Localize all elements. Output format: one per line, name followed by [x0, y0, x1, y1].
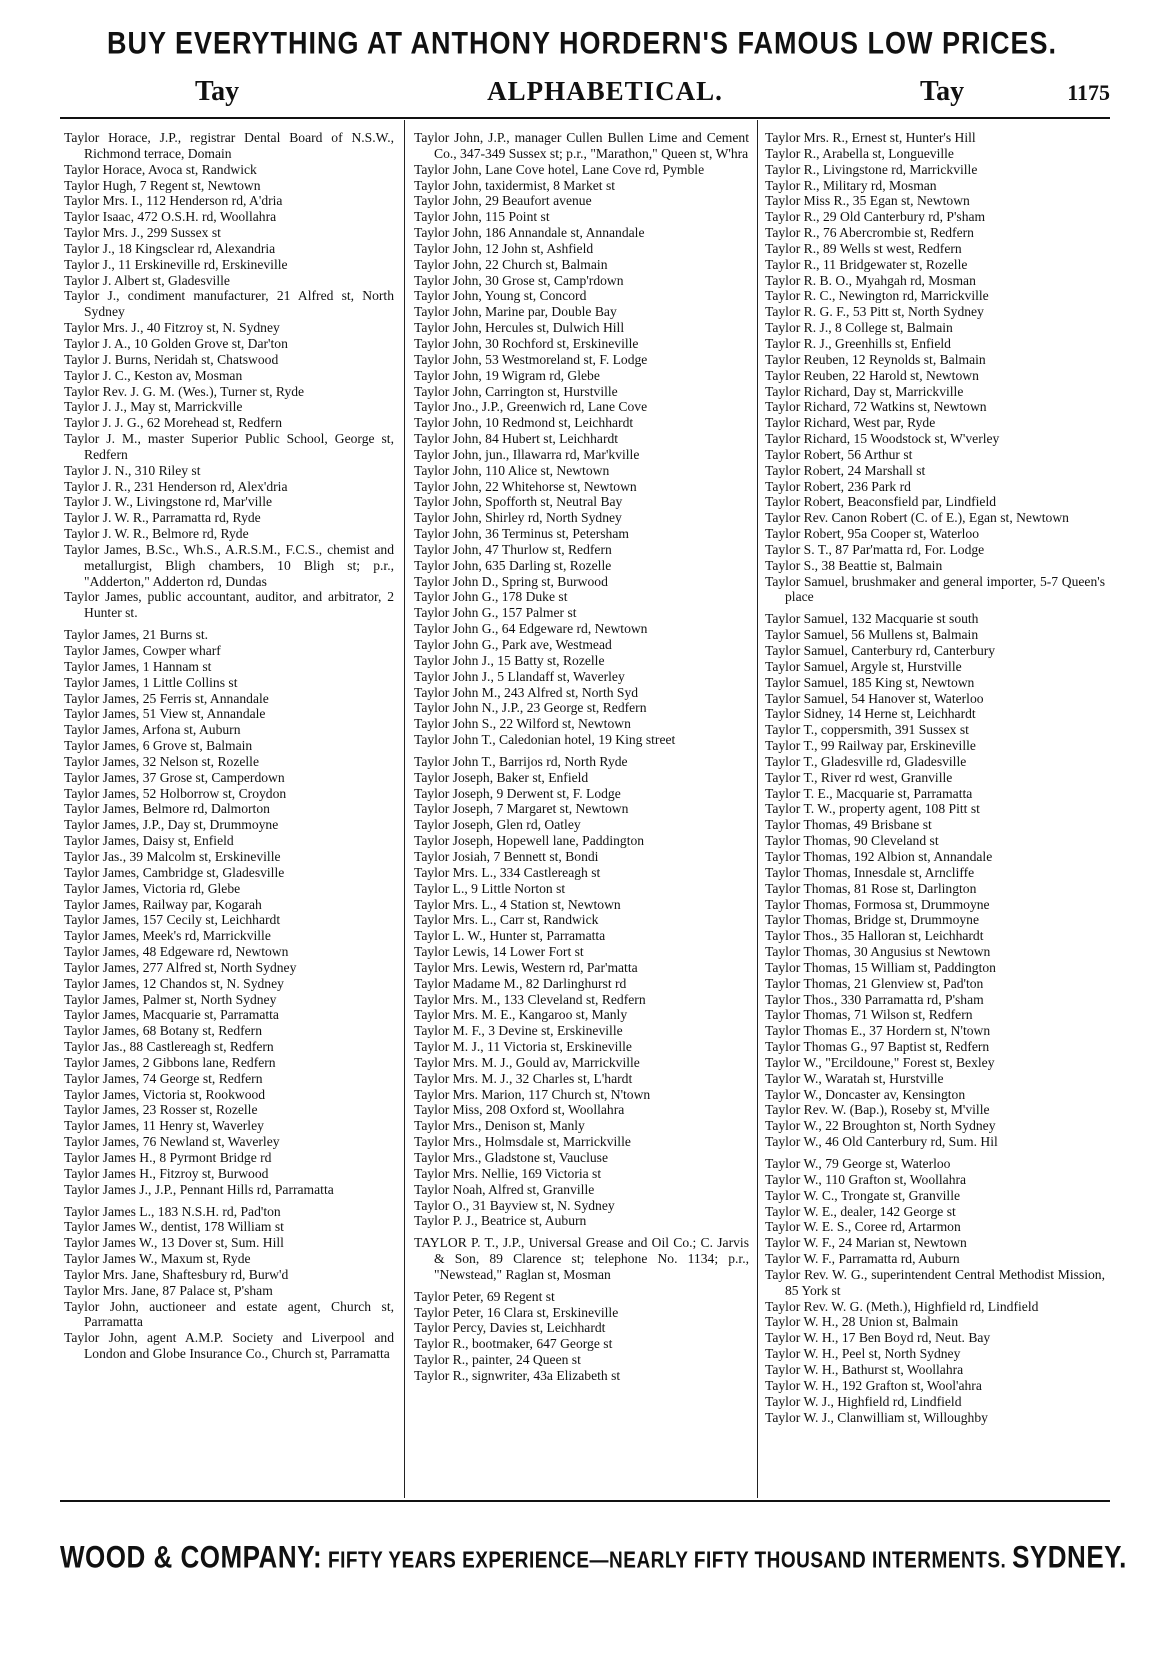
- footer-rule: [60, 1500, 1110, 1502]
- directory-entry: Taylor John, auctioneer and estate agent, Church st, Parramatta: [64, 1298, 394, 1330]
- directory-entry: Taylor Thomas, 71 Wilson st, Redfern: [765, 1007, 973, 1023]
- directory-entry: Taylor Samuel, Argyle st, Hurstville: [765, 658, 962, 674]
- page-header: [60, 76, 1110, 116]
- directory-entry: Taylor John, Young st, Concord: [414, 288, 587, 304]
- directory-entry: TAYLOR P. T., J.P., Universal Grease and Oil Co.; C. Jarvis & Son, 89 Clarence st; telephone No. 1134; p.r., "Newstead," Raglan st, Mosman: [414, 1235, 749, 1282]
- directory-entry: Taylor T., 99 Railway par, Erskineville: [765, 738, 976, 754]
- directory-entry: Taylor O., 31 Bayview st, N. Sydney: [414, 1197, 615, 1213]
- directory-entry: Taylor James, 23 Rosser st, Rozelle: [64, 1102, 258, 1118]
- directory-entry: Taylor James, 68 Botany st, Redfern: [64, 1023, 263, 1039]
- directory-entry: Taylor Mrs., Holmsdale st, Marrickville: [414, 1134, 631, 1150]
- directory-entry: Taylor John, 110 Alice st, Newtown: [414, 462, 610, 478]
- directory-entry: Taylor John, 10 Redmond st, Leichhardt: [414, 415, 634, 431]
- directory-entry: Taylor John S., 22 Wilford st, Newtown: [414, 716, 631, 732]
- directory-entry: Taylor James, Macquarie st, Parramatta: [64, 1007, 279, 1023]
- directory-entry: Taylor R. B. O., Myahgah rd, Mosman: [765, 272, 976, 288]
- directory-entry: Taylor Samuel, 132 Macquarie st south: [765, 611, 979, 627]
- directory-column-3: [765, 130, 1105, 1490]
- directory-entry: Taylor James, J.P., Day st, Drummoyne: [64, 817, 279, 833]
- directory-entry: Taylor John T., Caledonian hotel, 19 King street: [414, 732, 676, 748]
- directory-entry: Taylor James, Cambridge st, Gladesville: [64, 864, 285, 880]
- directory-entry: Taylor James, B.Sc., Wh.S., A.R.S.M., F.C.S., chemist and metallurgist, Bligh chambers, 10 Bligh st; p.r., "Adderton," Adderton rd, Dundas: [64, 541, 394, 589]
- directory-entry: Taylor J. R., 231 Henderson rd, Alex'dria: [64, 478, 288, 494]
- directory-entry: Taylor Mrs. Marion, 117 Church st, N'town: [414, 1086, 651, 1102]
- directory-entry: Taylor Mrs. M., 133 Cleveland st, Redfern: [414, 991, 646, 1007]
- directory-entry: Taylor John, 29 Beaufort avenue: [414, 193, 592, 209]
- directory-entry: Taylor James, 12 Chandos st, N. Sydney: [64, 975, 284, 991]
- directory-column-2: [414, 130, 749, 1490]
- directory-entry: Taylor John G., 178 Duke st: [414, 589, 568, 605]
- directory-entry: Taylor Noah, Alfred st, Granville: [414, 1181, 595, 1197]
- directory-entry: Taylor John, 19 Wigram rd, Glebe: [414, 367, 600, 383]
- directory-entry: Taylor Samuel, brushmaker and general importer, 5-7 Queen's place: [765, 573, 1105, 605]
- header-left-guide-word: Tay: [195, 76, 240, 107]
- directory-entry: Taylor M. F., 3 Devine st, Erskineville: [414, 1023, 623, 1039]
- directory-entry: Taylor John, 84 Hubert st, Leichhardt: [414, 431, 619, 447]
- directory-entry: Taylor James, 48 Edgeware rd, Newtown: [64, 944, 289, 960]
- directory-entry: Taylor John T., Barrijos rd, North Ryde: [414, 753, 628, 769]
- directory-entry: Taylor Thomas, 81 Rose st, Darlington: [765, 880, 977, 896]
- directory-entry: Taylor James J., J.P., Pennant Hills rd, Parramatta: [64, 1181, 334, 1197]
- directory-entry: Taylor James H., Fitzroy st, Burwood: [64, 1165, 269, 1181]
- directory-entry: Taylor Samuel, 185 King st, Newtown: [765, 674, 975, 690]
- directory-entry: Taylor S. T., 87 Par'matta rd, For. Lodge: [765, 541, 985, 557]
- directory-entry: Taylor Rev. W. G., superintendent Central Methodist Mission, 85 York st: [765, 1266, 1105, 1298]
- advertising-banner-top: BUY EVERYTHING AT ANTHONY HORDERN'S FAMOUS LOW PRICES.: [107, 25, 1057, 61]
- directory-entry: Taylor Robert, Beaconsfield par, Lindfield: [765, 494, 997, 510]
- directory-entry: Taylor John G., Park ave, Westmead: [414, 637, 612, 652]
- directory-entry: Taylor John, Marine par, Double Bay: [414, 304, 617, 320]
- directory-entry: Taylor Rev. W. (Bap.), Roseby st, M'ville: [765, 1102, 990, 1118]
- directory-entry: Taylor John, 36 Terminus st, Petersham: [414, 526, 629, 542]
- directory-entry: Taylor Mrs. M. E., Kangaroo st, Manly: [414, 1007, 628, 1023]
- directory-entry: Taylor James, 6 Grove st, Balmain: [64, 738, 253, 754]
- directory-entry: Taylor Thomas E., 37 Hordern st, N'town: [765, 1023, 991, 1039]
- directory-entry: Taylor Mrs. M. J., Gould av, Marrickville: [414, 1054, 640, 1070]
- directory-entry: Taylor John N., J.P., 23 George st, Redfern: [414, 700, 647, 716]
- directory-entry: Taylor W. H., 28 Union st, Balmain: [765, 1314, 959, 1330]
- directory-entry: Taylor James W., 13 Dover st, Sum. Hill: [64, 1235, 284, 1251]
- directory-entry: Taylor Joseph, Hopewell lane, Paddington: [414, 833, 645, 849]
- directory-entry: Taylor Joseph, 9 Derwent st, F. Lodge: [414, 785, 621, 801]
- directory-entry: Taylor Thomas, 21 Glenview st, Pad'ton: [765, 975, 984, 991]
- directory-entry: Taylor L., 9 Little Norton st: [414, 880, 566, 896]
- directory-entry: Taylor Thomas, Bridge st, Drummoyne: [765, 912, 980, 928]
- directory-entry: Taylor W., "Ercildoune," Forest st, Bexley: [765, 1054, 995, 1070]
- directory-entry: Taylor John, Shirley rd, North Sydney: [414, 510, 622, 526]
- directory-entry: Taylor J., 18 Kingsclear rd, Alexandria: [64, 240, 276, 256]
- directory-entry: Taylor J. W., Livingstone rd, Mar'ville: [64, 494, 273, 510]
- directory-entry: Taylor Robert, 24 Marshall st: [765, 462, 926, 478]
- directory-entry: Taylor James, 76 Newland st, Waverley: [64, 1134, 280, 1150]
- column-divider: [757, 120, 758, 1498]
- directory-entry: Taylor R., 76 Abercrombie st, Redfern: [765, 225, 974, 241]
- directory-entry: Taylor John, 53 Westmoreland st, F. Lodge: [414, 351, 648, 367]
- directory-entry: Taylor Mrs. M. J., 32 Charles st, L'hardt: [414, 1070, 633, 1086]
- directory-entry: Taylor T. W., property agent, 108 Pitt st: [765, 801, 980, 817]
- directory-entry: Taylor J. Burns, Neridah st, Chatswood: [64, 351, 279, 367]
- directory-entry: Taylor James, 21 Burns st.: [64, 627, 209, 643]
- directory-entry: Taylor Richard, West par, Ryde: [765, 415, 936, 431]
- directory-entry: Taylor R., painter, 24 Queen st: [414, 1352, 581, 1368]
- directory-entry: Taylor Peter, 69 Regent st: [414, 1288, 555, 1304]
- directory-entry: Taylor Samuel, Canterbury rd, Canterbury: [765, 643, 996, 658]
- directory-entry: Taylor Rev. J. G. M. (Wes.), Turner st, Ryde: [64, 383, 305, 399]
- directory-entry: Taylor John, Lane Cove hotel, Lane Cove rd, Pymble: [414, 161, 705, 177]
- directory-entry: Taylor R. C., Newington rd, Marrickville: [765, 288, 989, 304]
- footer-city: SYDNEY.: [1012, 1538, 1127, 1575]
- directory-entry: Taylor W. H., Peel st, North Sydney: [765, 1346, 961, 1362]
- directory-entry: Taylor John, 635 Darling st, Rozelle: [414, 557, 612, 573]
- directory-entry: Taylor J. C., Keston av, Mosman: [64, 367, 243, 383]
- directory-entry: Taylor James, Meek's rd, Marrickville: [64, 928, 271, 944]
- directory-entry: Taylor T., Gladesville rd, Gladesville: [765, 753, 967, 769]
- directory-entry: Taylor Robert, 56 Arthur st: [765, 446, 913, 462]
- directory-entry: Taylor John, 12 John st, Ashfield: [414, 240, 594, 256]
- directory-entry: Taylor Miss, 208 Oxford st, Woollahra: [414, 1102, 625, 1118]
- directory-entry: Taylor Mrs. R., Ernest st, Hunter's Hill: [765, 130, 976, 145]
- directory-entry: Taylor T., River rd west, Granville: [765, 769, 953, 785]
- directory-entry: Taylor W. F., 24 Marian st, Newtown: [765, 1235, 967, 1251]
- directory-entry: Taylor Richard, Day st, Marrickville: [765, 383, 964, 399]
- directory-entry: Taylor R., Military rd, Mosman: [765, 177, 937, 193]
- directory-entry: Taylor Mrs. L., Carr st, Randwick: [414, 912, 599, 928]
- directory-entry: Taylor Jas., 88 Castlereagh st, Redfern: [64, 1039, 274, 1055]
- directory-entry: Taylor L. W., Hunter st, Parramatta: [414, 928, 606, 944]
- directory-entry: Taylor J. N., 310 Riley st: [64, 462, 201, 478]
- directory-entry: Taylor John, J.P., manager Cullen Bullen Lime and Cement Co., 347-349 Sussex st; p.r., "Marathon," Queen st, W'hra: [414, 130, 749, 161]
- directory-entry: Taylor James, Belmore rd, Dalmorton: [64, 801, 270, 817]
- directory-entry: Taylor R., 11 Bridgewater st, Rozelle: [765, 256, 968, 272]
- directory-entry: Taylor Joseph, 7 Margaret st, Newtown: [414, 801, 629, 817]
- directory-entry: Taylor John J., 5 Llandaff st, Waverley: [414, 668, 625, 684]
- directory-entry: Taylor Sidney, 14 Herne st, Leichhardt: [765, 706, 976, 722]
- directory-entry: Taylor Lewis, 14 Lower Fort st: [414, 944, 584, 960]
- directory-entry: Taylor James, 52 Holborrow st, Croydon: [64, 785, 287, 801]
- directory-entry: Taylor R., 89 Wells st west, Redfern: [765, 240, 962, 256]
- directory-entry: Taylor Reuben, 12 Reynolds st, Balmain: [765, 351, 986, 367]
- directory-entry: Taylor W. F., Parramatta rd, Auburn: [765, 1251, 960, 1267]
- directory-entry: Taylor J. W. R., Parramatta rd, Ryde: [64, 510, 261, 526]
- directory-entry: Taylor Thomas, Innesdale st, Arncliffe: [765, 864, 975, 880]
- directory-entry: Taylor Reuben, 22 Harold st, Newtown: [765, 367, 979, 383]
- advertising-banner-bottom: [60, 1538, 1127, 1576]
- directory-entry: Taylor R. G. F., 53 Pitt st, North Sydney: [765, 304, 984, 320]
- directory-entry: Taylor J. J. G., 62 Morehead st, Redfern: [64, 415, 283, 431]
- header-section-title: ALPHABETICAL.: [487, 76, 723, 106]
- directory-entry: Taylor Thos., 35 Halloran st, Leichhardt: [765, 928, 984, 944]
- directory-entry: Taylor John, 47 Thurlow st, Redfern: [414, 541, 612, 557]
- directory-entry: Taylor Mrs., Gladstone st, Vaucluse: [414, 1150, 608, 1165]
- directory-entry: Taylor James, 277 Alfred st, North Sydney: [64, 959, 297, 975]
- directory-entry: Taylor W., Waratah st, Hurstville: [765, 1070, 944, 1086]
- directory-entry: Taylor James H., 8 Pyrmont Bridge rd: [64, 1150, 272, 1165]
- directory-entry: Taylor John, 30 Rochford st, Erskineville: [414, 335, 639, 351]
- directory-entry: Taylor James, Railway par, Kogarah: [64, 896, 262, 912]
- directory-entry: Taylor James, 37 Grose st, Camperdown: [64, 769, 285, 785]
- directory-entry: Taylor W., 22 Broughton st, North Sydney: [765, 1118, 996, 1134]
- directory-entry: Taylor Robert, 95a Cooper st, Waterloo: [765, 526, 980, 542]
- directory-entry: Taylor Horace, Avoca st, Randwick: [64, 161, 257, 177]
- directory-entry: Taylor R., 29 Old Canterbury rd, P'sham: [765, 209, 986, 225]
- directory-entry: Taylor John D., Spring st, Burwood: [414, 573, 608, 589]
- directory-entry: Taylor Thomas, 192 Albion st, Annandale: [765, 848, 993, 864]
- directory-entry: Taylor James, Victoria st, Rookwood: [64, 1086, 266, 1102]
- directory-entry: Taylor Mrs. L., 334 Castlereagh st: [414, 864, 601, 880]
- directory-entry: Taylor James, 2 Gibbons lane, Redfern: [64, 1054, 276, 1070]
- directory-column-1: [64, 130, 394, 1490]
- directory-entry: Taylor James W., Maxum st, Ryde: [64, 1251, 251, 1267]
- directory-entry: Taylor Mrs. Jane, Shaftesbury rd, Burw'd: [64, 1266, 289, 1282]
- footer-company-name: WOOD & COMPANY:: [60, 1538, 323, 1575]
- directory-entry: Taylor John, 115 Point st: [414, 209, 550, 225]
- directory-entry: Taylor W. J., Highfield rd, Lindfield: [765, 1393, 962, 1409]
- directory-entry: Taylor W., Doncaster av, Kensington: [765, 1086, 966, 1102]
- directory-entry: Taylor R. J., 8 College st, Balmain: [765, 320, 953, 336]
- directory-entry: Taylor John, 22 Church st, Balmain: [414, 256, 608, 272]
- directory-entry: Taylor Richard, 15 Woodstock st, W'verley: [765, 431, 1000, 447]
- directory-entry: Taylor R., Livingstone rd, Marrickville: [765, 161, 978, 177]
- directory-entry: Taylor John, 22 Whitehorse st, Newtown: [414, 478, 637, 494]
- directory-entry: Taylor W. E. S., Coree rd, Artarmon: [765, 1219, 961, 1235]
- directory-entry: Taylor James, public accountant, auditor, and arbitrator, 2 Hunter st.: [64, 589, 394, 621]
- directory-entry: Taylor James, 32 Nelson st, Rozelle: [64, 753, 259, 769]
- directory-entry: Taylor J. W. R., Belmore rd, Ryde: [64, 526, 249, 542]
- directory-entry: Taylor Richard, 72 Watkins st, Newtown: [765, 399, 987, 415]
- directory-entry: Taylor James, Arfona st, Auburn: [64, 722, 241, 738]
- directory-entry: Taylor Samuel, 56 Mullens st, Balmain: [765, 627, 979, 643]
- directory-entry: Taylor Mrs., Denison st, Manly: [414, 1118, 585, 1134]
- directory-entry: Taylor Thomas, 15 William st, Paddington: [765, 959, 996, 975]
- directory-entry: Taylor John, Carrington st, Hurstville: [414, 383, 618, 399]
- directory-entry: Taylor James, Cowper wharf: [64, 643, 221, 658]
- directory-entry: Taylor R. J., Greenhills st, Enfield: [765, 335, 951, 351]
- directory-entry: Taylor James, 51 View st, Annandale: [64, 706, 266, 722]
- directory-entry: Taylor John, taxidermist, 8 Market st: [414, 177, 616, 193]
- directory-entry: Taylor Thomas, 90 Cleveland st: [765, 833, 939, 849]
- directory-entry: Taylor Thomas, 49 Brisbane st: [765, 817, 932, 833]
- directory-entry: Taylor W. E., dealer, 142 George st: [765, 1203, 956, 1219]
- directory-entry: Taylor James, 157 Cecily st, Leichhardt: [64, 912, 281, 928]
- directory-entry: Taylor W. J., Clanwilliam st, Willoughby: [765, 1409, 988, 1425]
- directory-entry: Taylor Mrs. J., 299 Sussex st: [64, 225, 221, 241]
- directory-entry: Taylor P. J., Beatrice st, Auburn: [414, 1213, 587, 1229]
- directory-entry: Taylor Peter, 16 Clara st, Erskineville: [414, 1304, 619, 1320]
- page-number: 1175: [1067, 80, 1110, 105]
- directory-entry: Taylor J. Albert st, Gladesville: [64, 272, 230, 288]
- directory-entry: Taylor Horace, J.P., registrar Dental Board of N.S.W., Richmond terrace, Domain: [64, 130, 394, 161]
- directory-entry: Taylor W. H., 192 Grafton st, Wool'ahra: [765, 1377, 982, 1393]
- directory-entry: Taylor J. A., 10 Golden Grove st, Dar'ton: [64, 335, 288, 351]
- directory-entry: Taylor John, 186 Annandale st, Annandale: [414, 225, 645, 241]
- directory-entry: Taylor W., 110 Grafton st, Woollahra: [765, 1171, 967, 1187]
- directory-entry: Taylor Miss R., 35 Egan st, Newtown: [765, 193, 970, 209]
- directory-entry: Taylor John G., 64 Edgeware rd, Newtown: [414, 621, 648, 637]
- directory-entry: Taylor John, Hercules st, Dulwich Hill: [414, 320, 625, 336]
- directory-entry: Taylor Mrs. Jane, 87 Palace st, P'sham: [64, 1282, 273, 1298]
- directory-entry: Taylor Samuel, 54 Hanover st, Waterloo: [765, 690, 984, 706]
- directory-entry: Taylor Mrs. Nellie, 169 Victoria st: [414, 1165, 602, 1181]
- directory-entry: Taylor T., coppersmith, 391 Sussex st: [765, 722, 969, 738]
- directory-entry: Taylor John J., 15 Batty st, Rozelle: [414, 652, 605, 668]
- directory-entry: Taylor Thomas G., 97 Baptist st, Redfern: [765, 1039, 990, 1055]
- directory-entry: Taylor W. H., 17 Ben Boyd rd, Neut. Bay: [765, 1330, 991, 1346]
- directory-entry: Taylor James, Daisy st, Enfield: [64, 833, 234, 849]
- directory-entry: Taylor Percy, Davies st, Leichhardt: [414, 1320, 606, 1336]
- directory-entry: Taylor W., 79 George st, Waterloo: [765, 1156, 951, 1171]
- directory-entry: Taylor Thomas, 30 Angusius st Newtown: [765, 944, 991, 960]
- directory-entry: Taylor W., 46 Old Canterbury rd, Sum. Hil: [765, 1134, 998, 1150]
- directory-entry: Taylor Mrs. I., 112 Henderson rd, A'dria: [64, 193, 283, 209]
- directory-entry: Taylor Jno., J.P., Greenwich rd, Lane Cove: [414, 399, 648, 415]
- directory-entry: Taylor Thos., 330 Parramatta rd, P'sham: [765, 991, 984, 1007]
- directory-entry: Taylor Joseph, Baker st, Enfield: [414, 769, 589, 785]
- directory-entry: Taylor James, Victoria rd, Glebe: [64, 880, 241, 896]
- directory-entry: Taylor James, 25 Ferris st, Annandale: [64, 690, 269, 706]
- directory-entry: Taylor R., signwriter, 43a Elizabeth st: [414, 1367, 621, 1383]
- column-divider: [404, 120, 405, 1498]
- directory-entry: Taylor Hugh, 7 Regent st, Newtown: [64, 177, 261, 193]
- footer-slogan: FIFTY YEARS EXPERIENCE—NEARLY FIFTY THOUSAND INTERMENTS.: [327, 1548, 1007, 1574]
- directory-entry: Taylor Rev. W. G. (Meth.), Highfield rd, Lindfield: [765, 1298, 1039, 1314]
- directory-entry: Taylor S., 38 Beattie st, Balmain: [765, 557, 943, 573]
- directory-entry: Taylor T. E., Macquarie st, Parramatta: [765, 785, 973, 801]
- directory-entry: Taylor James, 1 Little Collins st: [64, 674, 238, 690]
- directory-entry: Taylor John, agent A.M.P. Society and Liverpool and London and Globe Insurance Co., Church st, Parramatta: [64, 1330, 394, 1362]
- directory-entry: Taylor W. C., Trongate st, Granville: [765, 1187, 961, 1203]
- directory-entry: Taylor James, Palmer st, North Sydney: [64, 991, 277, 1007]
- directory-entry: Taylor Madame M., 82 Darlinghurst rd: [414, 975, 627, 991]
- directory-entry: Taylor R., bootmaker, 647 George st: [414, 1336, 613, 1352]
- directory-entry: Taylor J. M., master Superior Public School, George st, Redfern: [64, 431, 394, 462]
- directory-entry: Taylor Mrs. Lewis, Western rd, Par'matta: [414, 959, 638, 975]
- directory-entry: Taylor Mrs. J., 40 Fitzroy st, N. Sydney: [64, 320, 280, 336]
- directory-entry: Taylor James L., 183 N.S.H. rd, Pad'ton: [64, 1203, 281, 1219]
- directory-entry: Taylor R., Arabella st, Longueville: [765, 145, 954, 161]
- directory-entry: Taylor J. J., May st, Marrickville: [64, 399, 243, 415]
- directory-entry: Taylor John G., 157 Palmer st: [414, 605, 577, 621]
- directory-entry: Taylor John M., 243 Alfred st, North Syd: [414, 684, 639, 700]
- directory-entry: Taylor John, jun., Illawarra rd, Mar'kville: [414, 446, 640, 462]
- directory-entry: Taylor James, 1 Hannam st: [64, 658, 212, 674]
- header-rule: [60, 117, 1110, 119]
- directory-entry: Taylor Isaac, 472 O.S.H. rd, Woollahra: [64, 209, 277, 225]
- directory-entry: Taylor Rev. Canon Robert (C. of E.), Egan st, Newtown: [765, 510, 1069, 526]
- header-right-guide-word: Tay: [920, 76, 965, 107]
- directory-entry: Taylor Mrs. L., 4 Station st, Newtown: [414, 896, 621, 912]
- directory-entry: Taylor James, 11 Henry st, Waverley: [64, 1118, 264, 1134]
- directory-entry: Taylor M. J., 11 Victoria st, Erskineville: [414, 1039, 632, 1055]
- directory-entry: Taylor Jas., 39 Malcolm st, Erskineville: [64, 848, 281, 864]
- directory-entry: Taylor John, 30 Grose st, Camp'rdown: [414, 272, 624, 288]
- directory-entry: Taylor Robert, 236 Park rd: [765, 478, 911, 494]
- directory-entry: Taylor Joseph, Glen rd, Oatley: [414, 817, 581, 833]
- directory-entry: Taylor James, 74 George st, Redfern: [64, 1070, 263, 1086]
- directory-entry: Taylor John, Spofforth st, Neutral Bay: [414, 494, 623, 510]
- directory-entry: Taylor W. H., Bathurst st, Woollahra: [765, 1361, 964, 1377]
- directory-entry: Taylor Thomas, Formosa st, Drummoyne: [765, 896, 990, 912]
- directory-entry: Taylor Josiah, 7 Bennett st, Bondi: [414, 848, 599, 864]
- directory-entry: Taylor J., condiment manufacturer, 21 Alfred st, North Sydney: [64, 288, 394, 320]
- directory-entry: Taylor J., 11 Erskineville rd, Erskineville: [64, 256, 288, 272]
- directory-entry: Taylor James W., dentist, 178 William st: [64, 1219, 284, 1235]
